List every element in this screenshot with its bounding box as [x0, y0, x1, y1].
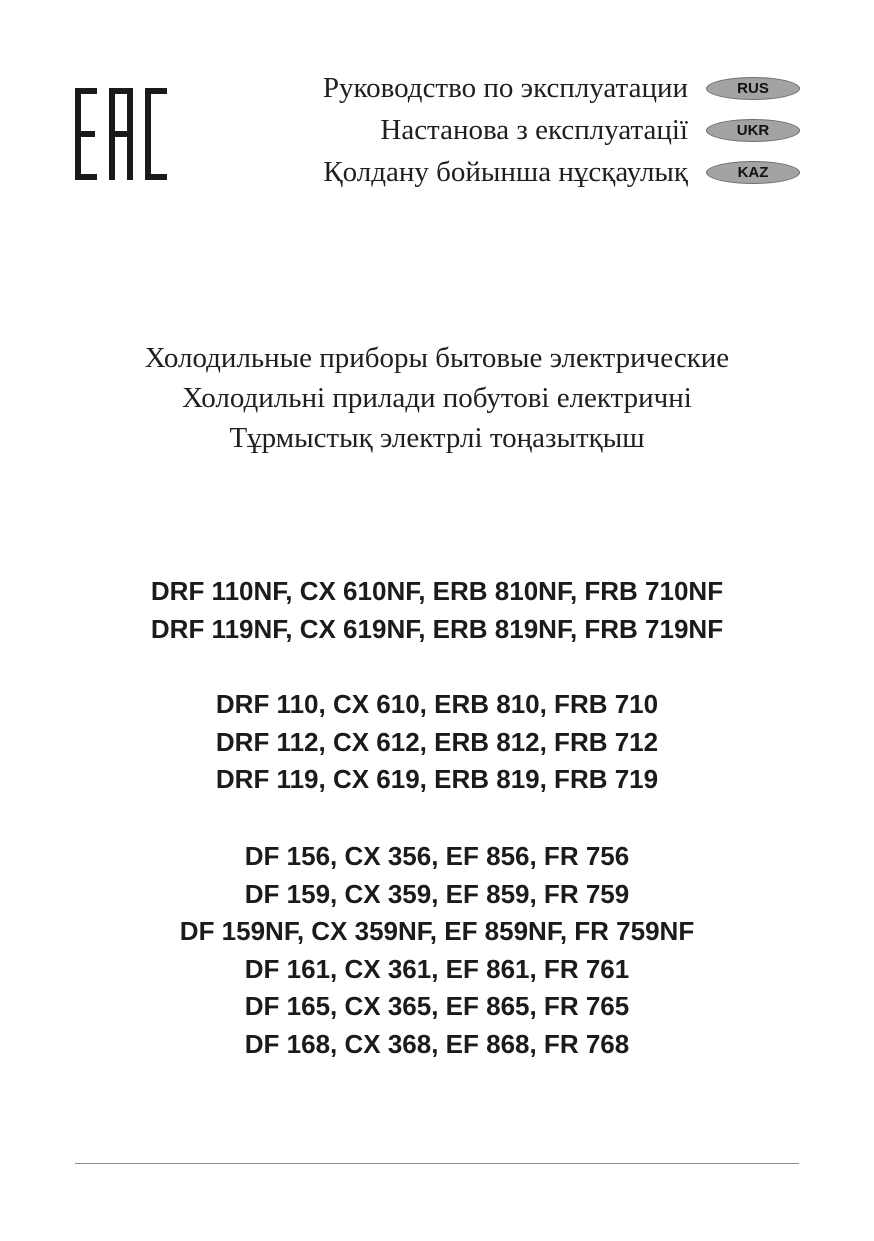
model-line: DRF 112, CX 612, ERB 812, FRB 712	[215, 726, 659, 757]
manual-row-rus	[200, 66, 810, 108]
product-description	[0, 338, 874, 458]
model-group-df	[0, 838, 874, 1063]
model-line: DRF 110NF, CX 610NF, ERB 810NF, FRB 710NF	[150, 576, 724, 606]
product-line-kaz: Тұрмыстық электрлі тоңазытқыш	[229, 422, 645, 454]
bottom-divider	[75, 1163, 799, 1164]
manual-title: Настанова з експлуатації	[380, 114, 688, 146]
model-line: DF 168, CX 368, EF 868, FR 768	[244, 1028, 630, 1059]
language-badge-rus: RUS	[706, 77, 800, 100]
model-line: DRF 119NF, CX 619NF, ERB 819NF, FRB 719NF	[150, 613, 724, 644]
model-line: DF 165, CX 365, EF 865, FR 765	[244, 991, 630, 1021]
language-badge-kaz: KAZ	[706, 161, 800, 184]
product-line-ukr: Холодильні прилади побутові електричні	[182, 382, 692, 414]
manual-row-ukr	[200, 108, 810, 150]
model-line: DRF 110, CX 610, ERB 810, FRB 710	[215, 689, 659, 719]
manual-title: Руководство по эксплуатации	[322, 72, 688, 104]
eac-mark-icon	[75, 88, 167, 180]
model-line: DF 159, CX 359, EF 859, FR 759	[244, 878, 630, 909]
model-line: DRF 119, CX 619, ERB 819, FRB 719	[215, 764, 659, 794]
manual-titles	[200, 66, 810, 192]
product-line-rus: Холодильные приборы бытовые электрические	[144, 342, 730, 374]
language-badge-ukr: UKR	[706, 119, 800, 142]
model-line: DF 156, CX 356, EF 856, FR 756	[244, 841, 630, 871]
model-line: DF 159NF, CX 359NF, EF 859NF, FR 759NF	[179, 916, 695, 946]
manual-title: Қолдану бойынша нұсқаулық	[323, 156, 688, 188]
manual-row-kaz	[200, 150, 810, 192]
model-group-standard	[0, 686, 874, 799]
model-line: DF 161, CX 361, EF 861, FR 761	[244, 953, 630, 984]
model-group-nf	[0, 573, 874, 648]
